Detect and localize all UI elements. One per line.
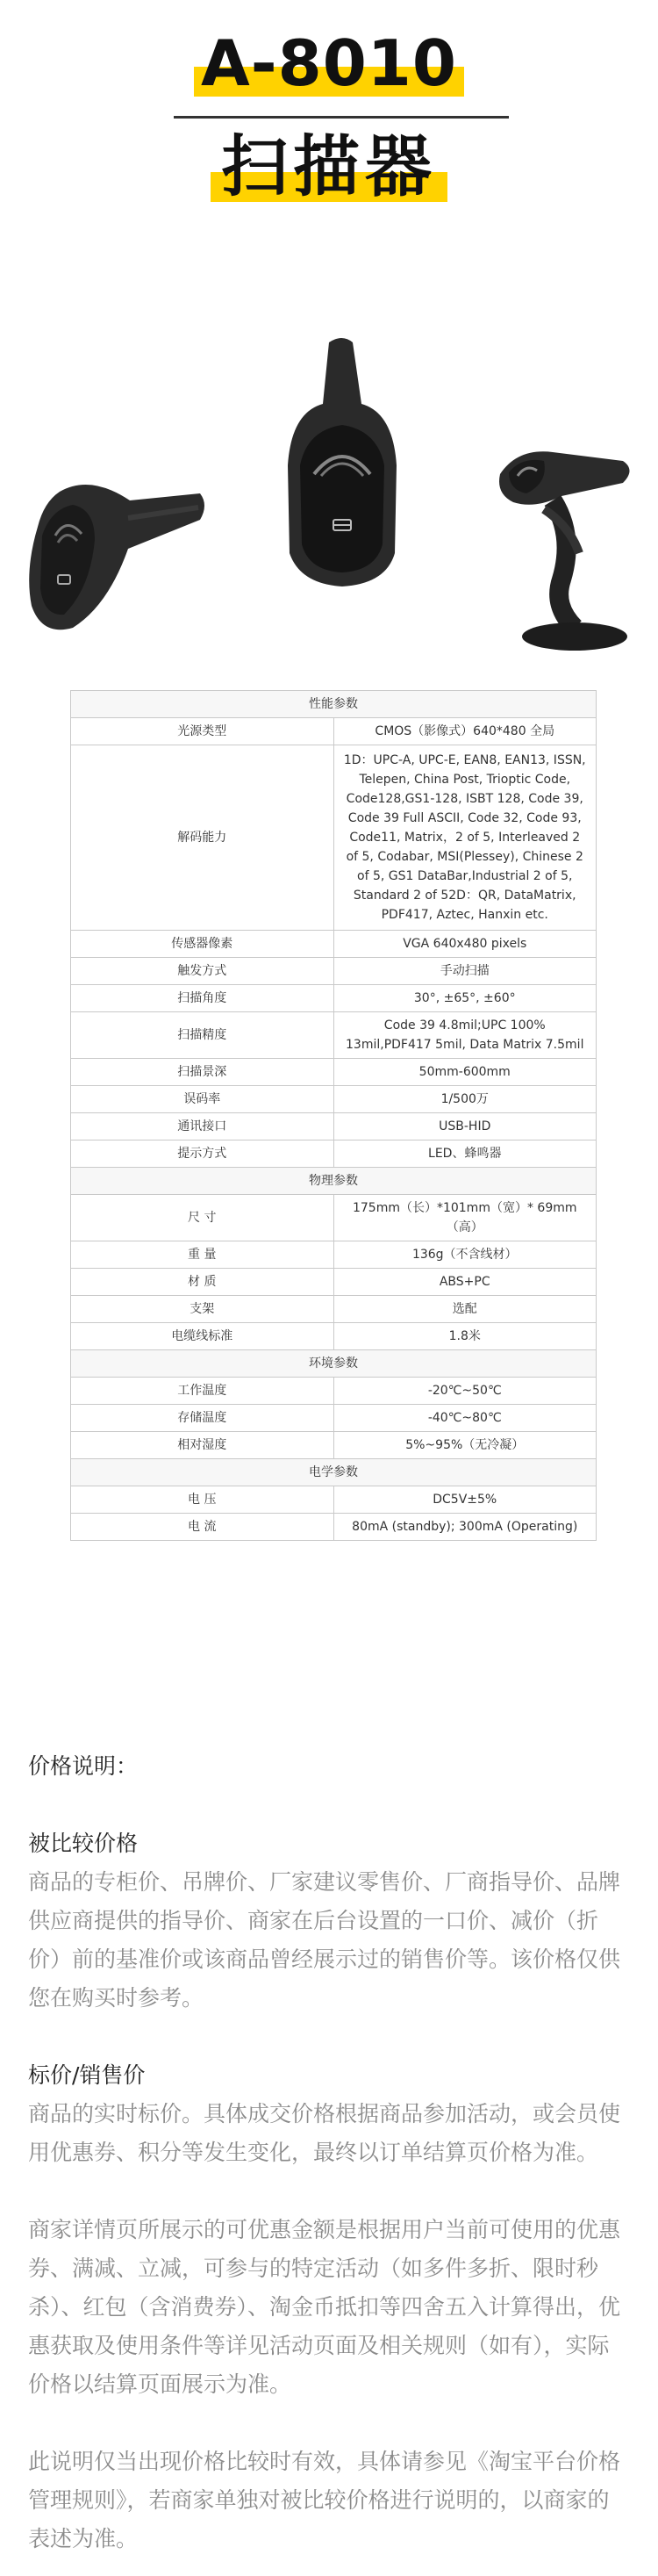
price-notes xyxy=(28,1747,628,2558)
spec-key: 相对湿度 xyxy=(71,1432,334,1459)
sale-price-block xyxy=(28,2056,628,2172)
spec-row xyxy=(71,1086,597,1113)
spec-key: 触发方式 xyxy=(71,958,334,985)
spec-key: 工作温度 xyxy=(71,1378,334,1405)
spec-row xyxy=(71,1432,597,1459)
spec-row xyxy=(71,1012,597,1059)
spec-key: 尺 寸 xyxy=(71,1195,334,1241)
spec-table xyxy=(70,690,597,1541)
spec-row xyxy=(71,931,597,958)
spec-value: 1/500万 xyxy=(333,1086,597,1113)
spec-row xyxy=(71,1241,597,1269)
spec-value: ABS+PC xyxy=(333,1269,597,1296)
spec-row xyxy=(71,1514,597,1541)
product-title: 扫描器 xyxy=(211,126,447,207)
validity-text: 此说明仅当出现价格比较时有效，具体请参见《淘宝平台价格管理规则》，若商家单独对被比较价格进行说明的，以商家的表述为准。 xyxy=(28,2449,621,2551)
spec-value: LED、蜂鸣器 xyxy=(333,1140,597,1168)
spec-key: 扫描精度 xyxy=(71,1012,334,1059)
spec-key: 传感器像素 xyxy=(71,931,334,958)
spec-key: 重 量 xyxy=(71,1241,334,1269)
spec-value: VGA 640x480 pixels xyxy=(333,931,597,958)
spec-row xyxy=(71,1140,597,1168)
spec-value: 50mm-600mm xyxy=(333,1059,597,1086)
spec-key: 光源类型 xyxy=(71,718,334,745)
price-notes-title: 价格说明： xyxy=(28,1753,139,1779)
spec-value: 手动扫描 xyxy=(333,958,597,985)
sale-price-text: 商品的实时标价。具体成交价格根据商品参加活动，或会员使用优惠券、积分等发生变化，最终以订单结算页价格为准。 xyxy=(28,2101,621,2165)
spec-key: 电 流 xyxy=(71,1514,334,1541)
spec-row xyxy=(71,958,597,985)
spec-value: Code 39 4.8mil;UPC 100% 13mil,PDF417 5mil, Data Matrix 7.5mil xyxy=(333,1012,597,1059)
spec-section-performance: 性能参数 xyxy=(71,691,597,718)
spec-row xyxy=(71,1195,597,1241)
spec-key: 电缆线标准 xyxy=(71,1323,334,1350)
spec-value: CMOS（影像式）640*480 全局 xyxy=(333,718,597,745)
spec-section-physical: 物理参数 xyxy=(71,1168,597,1195)
discount-text: 商家详情页所展示的可优惠金额是根据用户当前可使用的优惠券、满减、立减，可参与的特定活动（如多件多折、限时秒杀）、红包（含消费券）、淘金币抵扣等四舍五入计算得出，优惠获取及使用条件等详见活动页面及相关规则（如有），实际价格以结算页面展示为准。 xyxy=(28,2217,621,2397)
spec-section-electrical: 电学参数 xyxy=(71,1459,597,1486)
spec-row xyxy=(71,718,597,745)
spec-value: 136g（不含线材） xyxy=(333,1241,597,1269)
scanner-on-stand xyxy=(491,439,640,658)
spec-row xyxy=(71,1323,597,1350)
spec-row xyxy=(71,1113,597,1140)
spec-key: 支架 xyxy=(71,1296,334,1323)
spec-value: -40℃~80℃ xyxy=(333,1405,597,1432)
spec-value: 5%~95%（无冷凝） xyxy=(333,1432,597,1459)
compare-price-title: 被比较价格 xyxy=(28,1831,139,1856)
model-title: A-8010 xyxy=(194,26,464,100)
spec-row xyxy=(71,1378,597,1405)
spec-row xyxy=(71,1486,597,1514)
spec-value: 1D：UPC-A, UPC-E, EAN8, EAN13, ISSN, Telepen, China Post, Trioptic Code, Code128,GS1-128, ISBT 128, Code 39, Code 39 Full ASCII, Code 32, Code 93, Code11, Matrix，2 of 5, Interleaved 2 of 5, Codabar, MSI(Plessey), Chinese 2 of 5, GS1 DataBar,Industrial 2 of 5, Standard 2 of 52D：QR, DataMatrix, PDF417, Aztec, Hanxin etc. xyxy=(333,745,597,931)
spec-key: 电 压 xyxy=(71,1486,334,1514)
scanner-side-view xyxy=(25,465,209,641)
spec-value: 30°, ±65°, ±60° xyxy=(333,985,597,1012)
spec-key: 解码能力 xyxy=(71,745,334,931)
spec-value: 选配 xyxy=(333,1296,597,1323)
spec-value: 80mA (standby); 300mA (Operating) xyxy=(333,1514,597,1541)
compare-price-block xyxy=(28,1824,628,2018)
sale-price-title: 标价/销售价 xyxy=(28,2062,146,2088)
spec-section-environment: 环境参数 xyxy=(71,1350,597,1378)
spec-key: 扫描角度 xyxy=(71,985,334,1012)
spec-key: 提示方式 xyxy=(71,1140,334,1168)
spec-key: 材 质 xyxy=(71,1269,334,1296)
spec-key: 存储温度 xyxy=(71,1405,334,1432)
title-divider xyxy=(174,116,509,119)
spec-row xyxy=(71,985,597,1012)
spec-row xyxy=(71,1269,597,1296)
spec-row xyxy=(71,1059,597,1086)
spec-key: 通讯接口 xyxy=(71,1113,334,1140)
spec-value: 175mm（长）*101mm（宽）* 69mm（高） xyxy=(333,1195,597,1241)
spec-row xyxy=(71,745,597,931)
spec-value: -20℃~50℃ xyxy=(333,1378,597,1405)
spec-value: DC5V±5% xyxy=(333,1486,597,1514)
spec-key: 扫描景深 xyxy=(71,1059,334,1086)
scanner-front-view xyxy=(281,334,404,588)
spec-value: 1.8米 xyxy=(333,1323,597,1350)
spec-key: 误码率 xyxy=(71,1086,334,1113)
product-images xyxy=(0,290,658,667)
spec-row xyxy=(71,1405,597,1432)
spec-value: USB-HID xyxy=(333,1113,597,1140)
spec-row xyxy=(71,1296,597,1323)
header xyxy=(0,0,658,228)
compare-price-text: 商品的专柜价、吊牌价、厂家建议零售价、厂商指导价、品牌供应商提供的指导价、商家在后台设置的一口价、减价（折价）前的基准价或该商品曾经展示过的销售价等。该价格仅供您在购买时参考。 xyxy=(28,1869,621,2011)
